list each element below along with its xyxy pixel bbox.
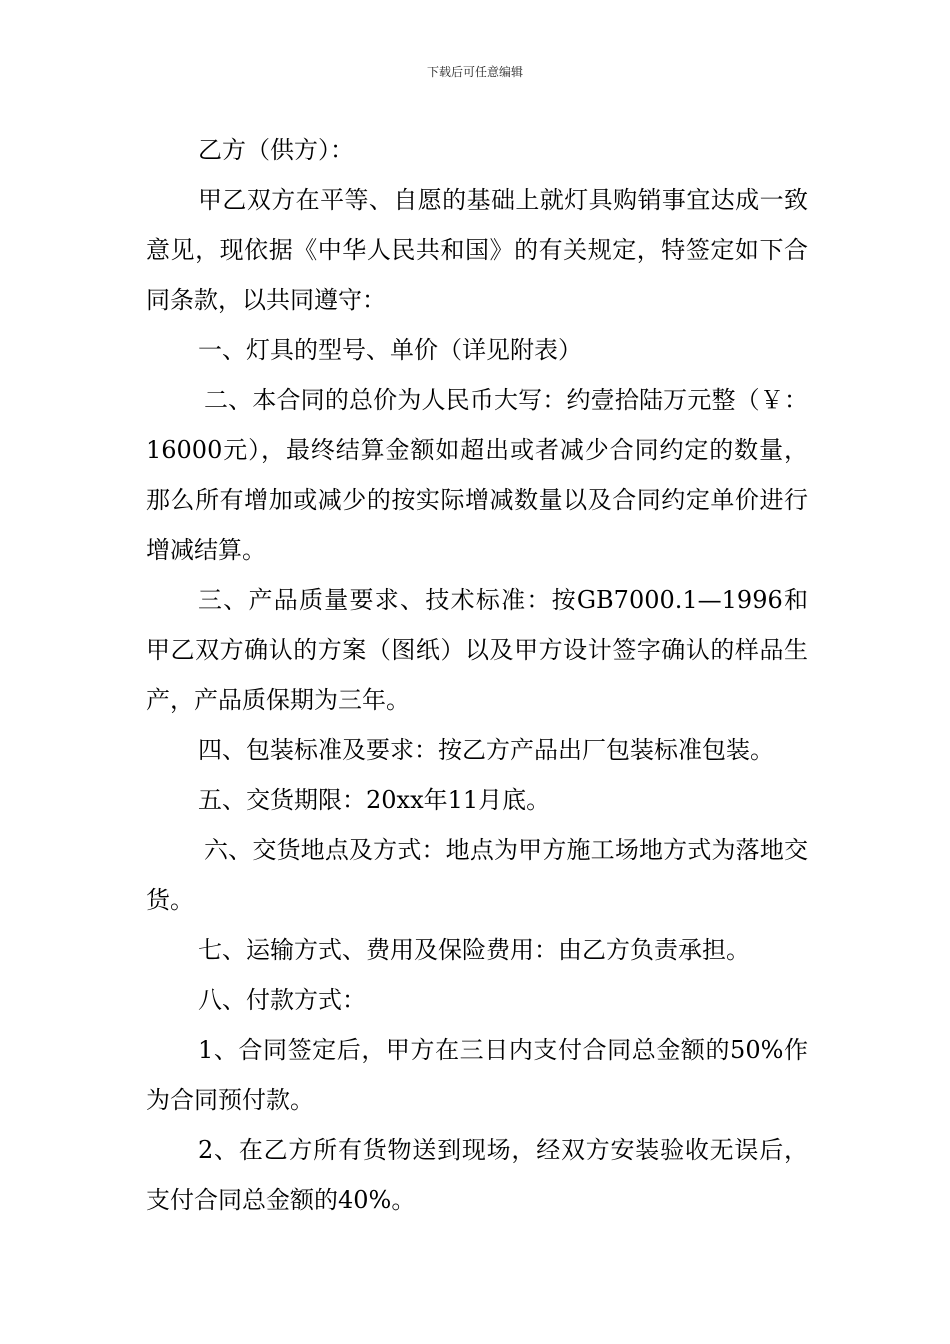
document-body [146, 125, 808, 1225]
clause-2: 二、本合同的总价为人民币大写：约壹拾陆万元整（￥：16000元），最终结算金额如超出或者减少合同约定的数量，那么所有增加或减少的按实际增减数量以及合同约定单价进行增减结算。 [146, 386, 808, 564]
clause-1: 一、灯具的型号、单价（详见附表） [198, 336, 582, 364]
clause-8: 八、付款方式： [198, 986, 366, 1014]
page-header-note: 下载后可任意编辑 [426, 65, 523, 79]
clause-3: 三、产品质量要求、技术标准：按GB7000.1—1996和甲乙双方确认的方案（图纸）以及甲方设计签字确认的样品生产，产品质保期为三年。 [146, 586, 808, 714]
party-b-line: 乙方（供方）： [198, 136, 354, 164]
clause-5: 五、交货期限：20xx年11月底。 [198, 786, 551, 814]
clause-4: 四、包装标准及要求：按乙方产品出厂包装标准包装。 [198, 736, 774, 764]
clause-7: 七、运输方式、费用及保险费用：由乙方负责承担。 [198, 936, 750, 964]
preamble-paragraph: 甲乙双方在平等、自愿的基础上就灯具购销事宜达成一致意见，现依据《中华人民共和国》的有关规定，特签定如下合同条款，以共同遵守： [146, 186, 808, 314]
payment-item-1: 1、合同签定后，甲方在三日内支付合同总金额的50%作为合同预付款。 [146, 1036, 808, 1114]
clause-6: 六、交货地点及方式：地点为甲方施工场地方式为落地交货。 [146, 836, 808, 914]
payment-item-2: 2、在乙方所有货物送到现场，经双方安装验收无误后，支付合同总金额的40%。 [146, 1136, 808, 1214]
